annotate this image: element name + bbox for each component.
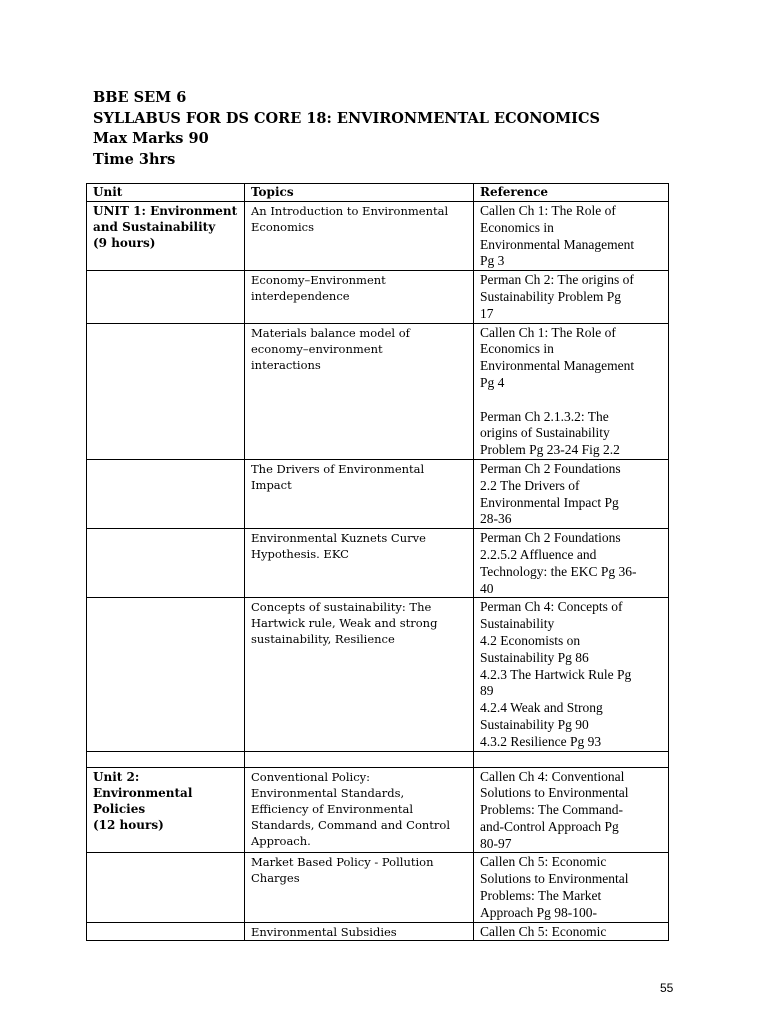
unit-cell: Unit 2: Environmental Policies (12 hours) bbox=[87, 767, 245, 853]
topic-cell: Environmental Kuznets Curve Hypothesis. EKC bbox=[245, 529, 474, 598]
topic-cell: Environmental Subsidies bbox=[245, 922, 474, 941]
table-row-blank bbox=[87, 751, 669, 767]
topic-cell bbox=[245, 751, 474, 767]
reference-cell: Callen Ch 5: Economic Solutions to Environmental Problems: The Market Approach Pg 98-100- bbox=[474, 853, 669, 922]
reference-cell: Callen Ch 1: The Role of Economics in Environmental Management Pg 3 bbox=[474, 202, 669, 271]
unit-cell: UNIT 1: Environment and Sustainability (9 hours) bbox=[87, 202, 245, 271]
reference-cell bbox=[474, 751, 669, 767]
reference-cell: Callen Ch 5: Economic bbox=[474, 922, 669, 941]
topic-cell: Economy–Environment interdependence bbox=[245, 271, 474, 323]
topic-cell: The Drivers of Environmental Impact bbox=[245, 459, 474, 528]
syllabus-title: SYLLABUS FOR DS CORE 18: ENVIRONMENTAL ECONOMICS bbox=[93, 109, 600, 127]
unit-cell bbox=[87, 751, 245, 767]
reference-cell: Callen Ch 4: Conventional Solutions to Environmental Problems: The Command- and-Control Approach Pg 80-97 bbox=[474, 767, 669, 853]
topic-cell: An Introduction to Environmental Economics bbox=[245, 202, 474, 271]
topic-cell: Materials balance model of economy–environment interactions bbox=[245, 323, 474, 459]
table-row bbox=[87, 767, 669, 853]
table-row bbox=[87, 922, 669, 941]
table-row bbox=[87, 598, 669, 751]
reference-cell: Perman Ch 4: Concepts of Sustainability 4.2 Economists on Sustainability Pg 86 4.2.3 The Hartwick Rule Pg 89 4.2.4 Weak and Strong Sustainability Pg 90 4.3.2 Resilience Pg 93 bbox=[474, 598, 669, 751]
unit-cell bbox=[87, 922, 245, 941]
reference-cell: Perman Ch 2 Foundations 2.2 The Drivers of Environmental Impact Pg 28-36 bbox=[474, 459, 669, 528]
unit-cell bbox=[87, 853, 245, 922]
table-row bbox=[87, 529, 669, 598]
column-header-reference: Reference bbox=[474, 184, 669, 202]
reference-cell: Perman Ch 2: The origins of Sustainability Problem Pg 17 bbox=[474, 271, 669, 323]
table-header-row bbox=[87, 184, 669, 202]
topic-cell: Concepts of sustainability: The Hartwick rule, Weak and strong sustainability, Resilience bbox=[245, 598, 474, 751]
unit-cell bbox=[87, 459, 245, 528]
column-header-unit: Unit bbox=[87, 184, 245, 202]
unit-cell bbox=[87, 529, 245, 598]
table-row bbox=[87, 202, 669, 271]
topic-cell: Conventional Policy: Environmental Standards, Efficiency of Environmental Standards, Command and Control Approach. bbox=[245, 767, 474, 853]
document-heading bbox=[93, 88, 600, 170]
column-header-topics: Topics bbox=[245, 184, 474, 202]
table-row bbox=[87, 271, 669, 323]
course-semester: BBE SEM 6 bbox=[93, 89, 187, 106]
max-marks: Max Marks 90 bbox=[93, 130, 209, 147]
exam-time: Time 3hrs bbox=[93, 150, 176, 168]
table-row bbox=[87, 459, 669, 528]
reference-cell: Perman Ch 2 Foundations 2.2.5.2 Affluence and Technology: the EKC Pg 36- 40 bbox=[474, 529, 669, 598]
table-row bbox=[87, 323, 669, 459]
unit-cell bbox=[87, 598, 245, 751]
reference-cell: Callen Ch 1: The Role of Economics in Environmental Management Pg 4 Perman Ch 2.1.3.2: The origins of Sustainability Problem Pg 23-24 Fig 2.2 bbox=[474, 323, 669, 459]
unit-cell bbox=[87, 271, 245, 323]
topic-cell: Market Based Policy - Pollution Charges bbox=[245, 853, 474, 922]
table-row bbox=[87, 853, 669, 922]
page-number: 55 bbox=[660, 981, 674, 995]
unit-cell bbox=[87, 323, 245, 459]
syllabus-table bbox=[86, 183, 669, 941]
